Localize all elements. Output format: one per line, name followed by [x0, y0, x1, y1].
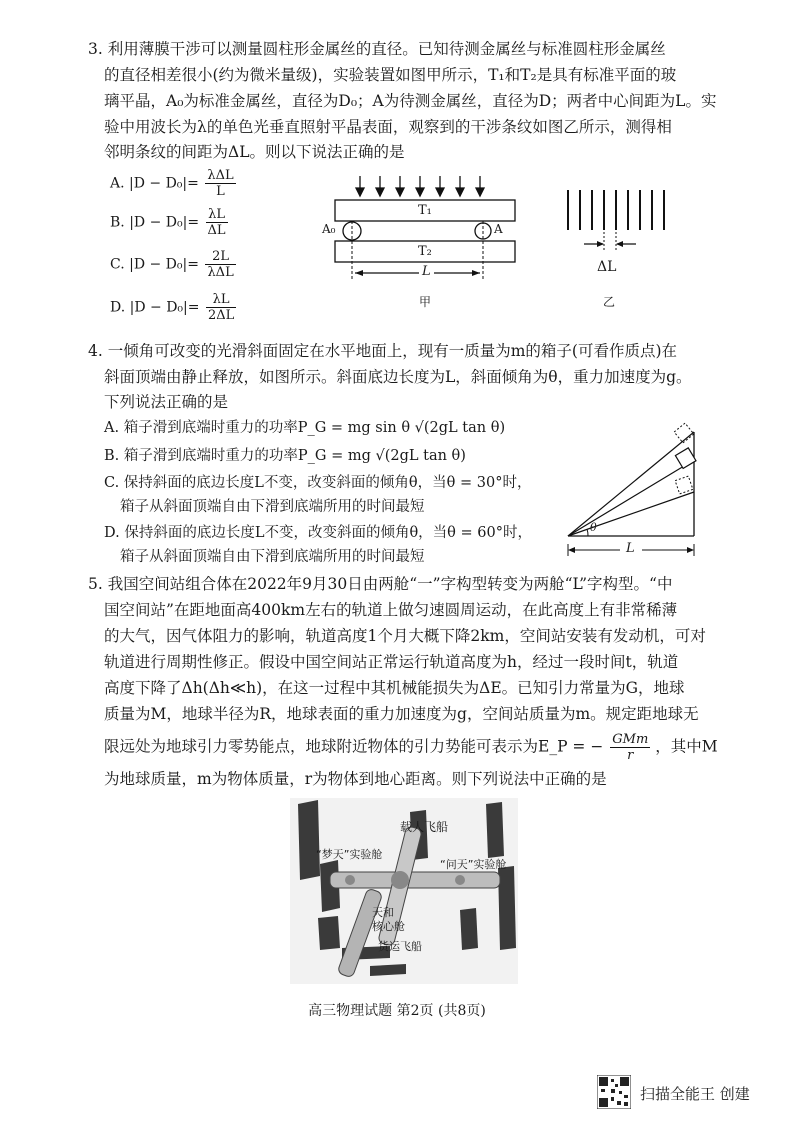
q3-line-3: 璃平晶，A₀为标准金属丝，直径为D₀；A为待测金属丝，直径为D；两者中心间距为L。实: [104, 92, 717, 110]
label-l-incline: L: [626, 541, 635, 556]
q3-option-b-den: ΔL: [207, 223, 226, 238]
scanner-watermark: 扫描全能王 创建: [640, 1085, 750, 1103]
light-arrows: [356, 176, 484, 196]
label-wentian: “问天”实验舱: [440, 858, 507, 871]
q3-option-d-prefix: D. |D − D₀|=: [110, 299, 200, 316]
label-t2: T₂: [418, 244, 432, 259]
label-cargo-ship: 货运飞船: [378, 940, 422, 953]
label-t1: T₁: [418, 203, 432, 218]
q3-option-a-prefix: A. |D − D₀|=: [110, 175, 199, 192]
q3-option-c-den: λΔL: [207, 265, 234, 280]
q3-line-5: 邻明条纹的间距为ΔL。则以下说法正确的是: [104, 143, 405, 161]
q4-line-1: 4. 一倾角可改变的光滑斜面固定在水平地面上，现有一质量为m的箱子(可看作质点)在: [88, 342, 678, 360]
ep-denominator: r: [627, 748, 634, 763]
label-l-jia: L: [419, 264, 434, 279]
q3-line-1: 3. 利用薄膜干涉可以测量圆柱形金属丝的直径。已知待测金属丝与标准圆柱形金属丝: [88, 40, 666, 58]
q5-line-2: 国空间站”在距地面高400km左右的轨道上做匀速圆周运动，在此高度上有非常稀薄: [104, 601, 678, 619]
q3-option-c-prefix: C. |D − D₀|=: [110, 256, 199, 273]
q3-option-c-num: 2L: [205, 249, 235, 265]
label-crew-ship: 载人飞船: [400, 820, 449, 834]
q3-option-a: [110, 168, 236, 199]
q3-line-2: 的直径相差很小(约为微米量级)，实验装置如图甲所示，T₁和T₂是具有标准平面的玻: [104, 66, 677, 84]
q4-option-c-cont: 箱子从斜面顶端自由下滑到底端所用的时间最短: [120, 499, 425, 515]
q4-line-3: 下列说法正确的是: [104, 393, 229, 411]
caption-jia: 甲: [419, 295, 432, 309]
figure-yi: [560, 188, 680, 263]
q3-option-d: [110, 292, 236, 323]
q5-line-7-tail: ，其中M: [655, 737, 718, 756]
label-a0: A₀: [322, 222, 336, 236]
q3-option-b-prefix: B. |D − D₀|=: [110, 214, 200, 231]
label-tianhe: 天和 核心舱: [372, 906, 405, 933]
label-a: A: [494, 222, 503, 236]
q3-option-b-num: λL: [206, 207, 228, 223]
figure-incline: [560, 420, 710, 570]
q3-option-b: [110, 207, 228, 238]
q5-line-8: 为地球质量，m为物体质量，r为物体到地心距离。则下列说法中正确的是: [104, 770, 607, 788]
q5-line-4: 轨道进行周期性修正。假设中国空间站正常运行轨道高度为h，经过一段时间t，轨道: [104, 653, 679, 671]
q5-line-7-text: 限远处为地球引力零势能点，地球附近物体的引力势能可表示为E_P = −: [104, 737, 604, 756]
q4-option-d: D. 保持斜面的底边长度L不变，改变斜面的倾角θ，当θ = 60°时，: [104, 525, 532, 541]
q5-line-6: 质量为M，地球半径为R，地球表面的重力加速度为g，空间站质量为m。规定距地球无: [104, 705, 699, 723]
q5-line-3: 的大气，因气体阻力的影响，轨道高度1个月大概下降2km，空间站安装有发动机，可对: [104, 627, 706, 645]
q5-line-1: 5. 我国空间站组合体在2022年9月30日由两舱“一”字构型转变为两舱“L”字构型。“中: [88, 575, 673, 593]
label-theta: θ: [590, 521, 597, 534]
q3-option-c: [110, 249, 236, 280]
q3-line-4: 验中用波长为λ的单色光垂直照射平晶表面，观察到的干涉条纹如图乙所示，测得相: [104, 118, 672, 136]
q3-option-d-den: 2ΔL: [207, 308, 235, 323]
qr-code-icon: [597, 1075, 631, 1109]
q3-option-d-num: λL: [206, 292, 236, 308]
q5-line-5: 高度下降了Δh(Δh≪h)，在这一过程中其机械能损失为ΔE。已知引力常量为G，地球: [104, 679, 685, 697]
q4-option-d-cont: 箱子从斜面顶端自由下滑到底端所用的时间最短: [120, 549, 425, 565]
page-footer: 高三物理试题 第2页 (共8页): [308, 1003, 486, 1019]
q5-line-7: [104, 732, 718, 763]
q4-option-a: A. 箱子滑到底端时重力的功率P_G = mg sin θ √(2gL tan θ): [104, 420, 506, 436]
q3-option-a-den: L: [216, 184, 225, 199]
ep-numerator: GMm: [612, 732, 649, 747]
caption-yi: 乙: [603, 295, 616, 309]
label-mengtian: “梦天”实验舱: [316, 848, 383, 861]
q4-option-c: C. 保持斜面的底边长度L不变，改变斜面的倾角θ，当θ = 30°时，: [104, 475, 532, 491]
label-delta-l: ΔL: [597, 259, 617, 275]
q4-line-2: 斜面顶端由静止释放，如图所示。斜面底边长度为L，斜面倾角为θ，重力加速度为g。: [104, 368, 692, 386]
q4-option-b: B. 箱子滑到底端时重力的功率P_G = mg √(2gL tan θ): [104, 448, 466, 464]
q3-option-a-num: λΔL: [207, 168, 234, 183]
